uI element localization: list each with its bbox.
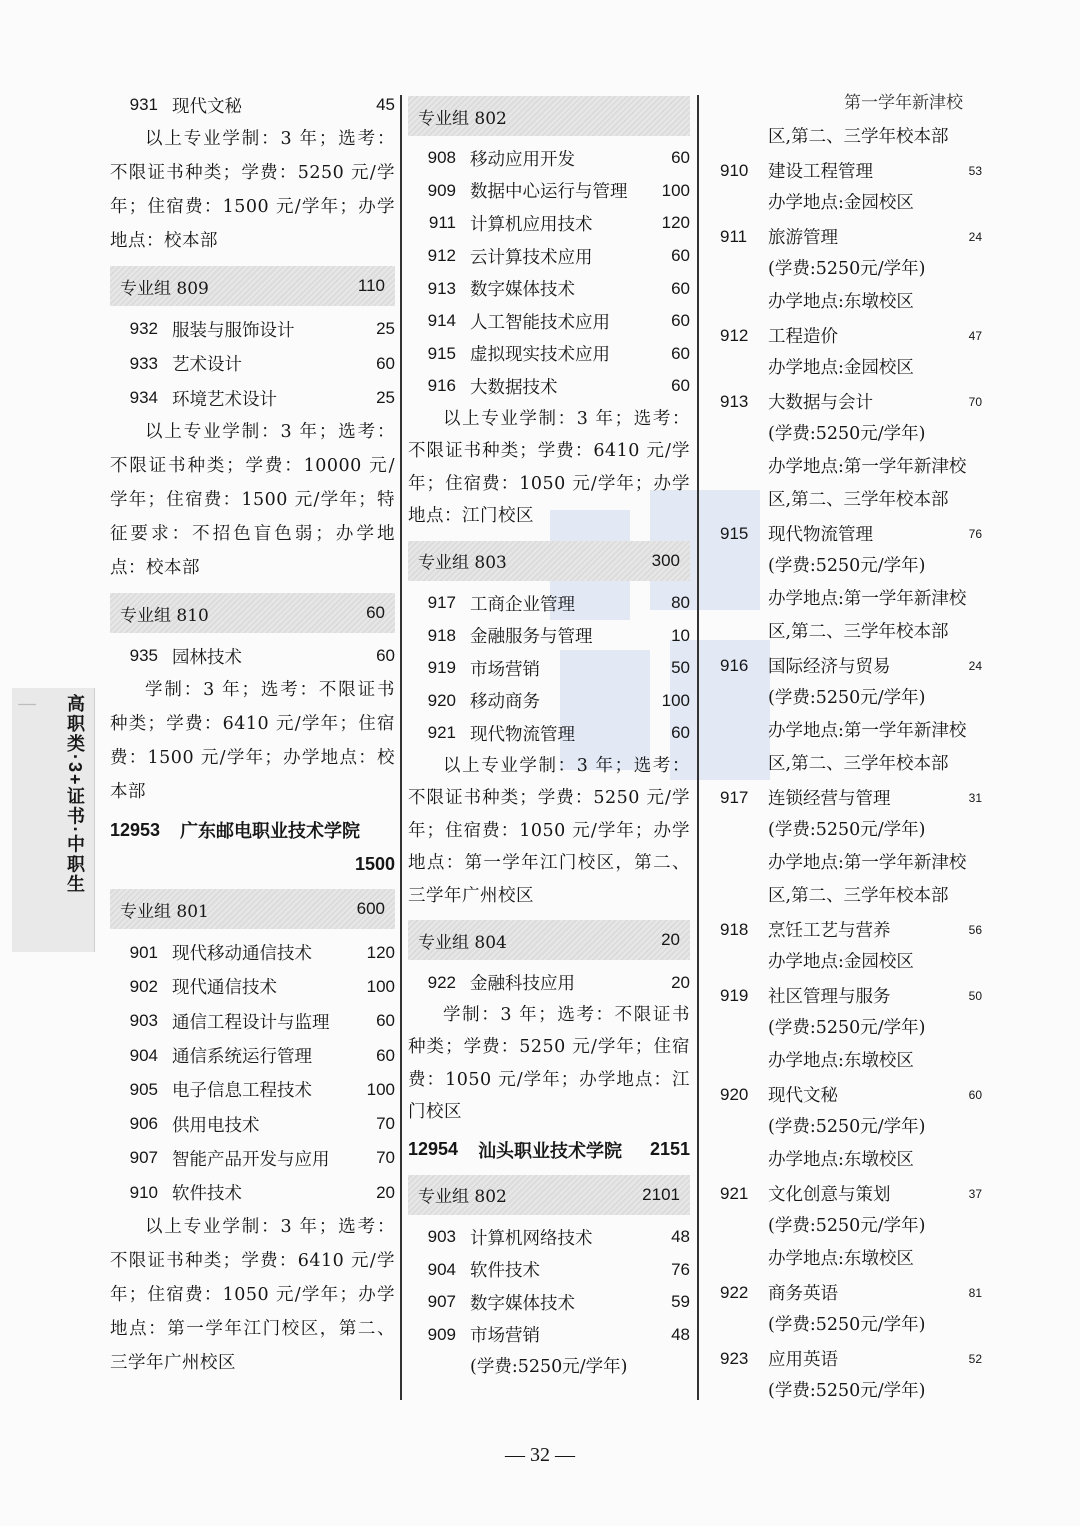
group-rows xyxy=(408,142,690,403)
detail-line: (学费:5250元/学年) xyxy=(768,259,926,279)
major-name: 计算机应用技术 xyxy=(470,214,593,235)
major-name: 金融科技应用 xyxy=(470,974,575,995)
school-header xyxy=(110,813,395,847)
table-row xyxy=(408,619,690,652)
major-name: 软件技术 xyxy=(470,1261,540,1282)
table-row xyxy=(720,1177,982,1210)
side-tab-label: 高职类·3+证书·中职生 xyxy=(65,694,85,895)
major-quota: 76 xyxy=(968,526,982,541)
group-label: 专业组 802 xyxy=(418,108,507,129)
detail-line: 办学地点:金园校区 xyxy=(768,952,914,972)
school-total: 2151 xyxy=(649,1139,690,1160)
detail-line: 办学地点:第一学年新津校 xyxy=(768,853,967,873)
major-name: 计算机网络技术 xyxy=(470,1228,593,1249)
major-name: 智能产品开发与应用 xyxy=(172,1149,330,1170)
major-code: 931 xyxy=(129,95,158,115)
major-code: 922 xyxy=(427,972,456,992)
detail-line: 办学地点:东墩校区 xyxy=(768,1150,914,1170)
major-code: 917 xyxy=(427,593,456,613)
major-code: 922 xyxy=(720,1282,749,1302)
major-code: 912 xyxy=(720,325,749,345)
detail-line: (学费:5250元/学年) xyxy=(768,1018,926,1038)
group-rows xyxy=(110,935,395,1209)
group-header xyxy=(110,266,395,306)
group-label: 专业组 810 xyxy=(120,605,209,626)
table-row xyxy=(110,970,395,1004)
continued-fragment: 第一学年新津校 xyxy=(844,93,963,113)
major-name: 连锁经营与管理 xyxy=(768,789,891,809)
major-code: 909 xyxy=(427,180,456,200)
major-quota: 120 xyxy=(366,942,395,962)
major-quota: 47 xyxy=(968,328,982,343)
major-quota: 53 xyxy=(968,163,982,178)
table-row xyxy=(720,517,982,550)
major-code: 921 xyxy=(427,723,456,743)
table-row xyxy=(408,175,690,208)
major-quota: 60 xyxy=(671,723,690,743)
table-row xyxy=(408,685,690,718)
table-row xyxy=(110,88,395,122)
table-row xyxy=(408,652,690,685)
major-code: 916 xyxy=(720,655,749,675)
detail-line: 办学地点:第一学年新津校 xyxy=(768,721,967,741)
major-quota: 100 xyxy=(661,180,690,200)
detail-line: 区,第二、三学年校本部 xyxy=(768,622,949,642)
major-code: 920 xyxy=(720,1084,749,1104)
school-total: 1500 xyxy=(354,854,395,875)
column-1 xyxy=(110,88,395,1380)
major-name: 大数据技术 xyxy=(470,377,558,398)
major-code: 902 xyxy=(129,976,158,996)
column-3 xyxy=(720,121,982,1408)
major-code: 910 xyxy=(129,1182,158,1202)
major-quota: 80 xyxy=(671,593,690,613)
detail-line: (学费:5250元/学年) xyxy=(768,688,926,708)
major-code: 918 xyxy=(427,625,456,645)
note-paragraph: 以上专业学制：3 年；选考：不限证书种类；学费：5250 元/学年；住宿费：1050 元/学年；办学地点：第一学年江门校区，第二、三学年广州校区 xyxy=(408,755,690,906)
major-name: 应用英语 xyxy=(768,1350,838,1370)
note-paragraph: 以上专业学制：3 年；选考：不限证书种类；学费：6410 元/学年；住宿费：1050 元/学年；办学地点：江门校区 xyxy=(408,408,690,527)
table-row xyxy=(408,272,690,305)
school-code: 12954 xyxy=(408,1139,459,1160)
major-name: 商务英语 xyxy=(768,1284,838,1304)
major-name: 数字媒体技术 xyxy=(470,280,575,301)
detail-line: 区,第二、三学年校本部 xyxy=(768,886,949,906)
group-label: 专业组 803 xyxy=(418,553,507,574)
detail-line: 办学地点:第一学年新津校 xyxy=(768,589,967,609)
table-row xyxy=(110,1141,395,1175)
major-code: 923 xyxy=(720,1348,749,1368)
table-row xyxy=(408,717,690,750)
table-row xyxy=(408,1253,690,1286)
table-row xyxy=(110,312,395,346)
group-quota: 110 xyxy=(357,276,385,296)
major-quota: 100 xyxy=(661,690,690,710)
table-row xyxy=(408,338,690,371)
detail-line: 区,第二、三学年校本部 xyxy=(768,490,949,510)
major-code: 915 xyxy=(427,343,456,363)
group-header xyxy=(110,889,395,929)
table-row xyxy=(720,649,982,682)
major-quota: 100 xyxy=(366,1079,395,1099)
major-name: 移动商务 xyxy=(470,692,540,713)
major-quota: 25 xyxy=(376,319,395,339)
major-quota: 20 xyxy=(671,972,690,992)
major-name: 电子信息工程技术 xyxy=(172,1081,312,1102)
major-quota: 20 xyxy=(376,1182,395,1202)
major-code: 904 xyxy=(129,1045,158,1065)
table-row xyxy=(408,966,690,999)
group-header xyxy=(110,593,395,633)
table-row xyxy=(110,1073,395,1107)
major-quota: 10 xyxy=(671,625,690,645)
table-row xyxy=(720,913,982,946)
major-name: 通信系统运行管理 xyxy=(172,1047,312,1068)
major-name: 旅游管理 xyxy=(768,228,838,248)
major-code: 912 xyxy=(427,246,456,266)
table-row xyxy=(110,1038,395,1072)
major-name: 艺术设计 xyxy=(172,355,242,376)
major-code: 921 xyxy=(720,1183,749,1203)
major-name: 云计算技术应用 xyxy=(470,247,593,268)
major-quota: 60 xyxy=(671,278,690,298)
major-code: 911 xyxy=(428,213,456,233)
major-code: 901 xyxy=(129,942,158,962)
page-number: — 32 — xyxy=(505,1444,575,1466)
major-code: 907 xyxy=(427,1292,456,1312)
detail-line: 办学地点:东墩校区 xyxy=(768,1051,914,1071)
table-row xyxy=(408,240,690,273)
school-header xyxy=(408,1133,690,1167)
major-quota: 60 xyxy=(671,376,690,396)
major-name: 金融服务与管理 xyxy=(470,627,593,648)
major-code: 907 xyxy=(129,1148,158,1168)
major-quota: 50 xyxy=(671,658,690,678)
group-quota: 2101 xyxy=(642,1184,680,1204)
group-header xyxy=(408,541,690,581)
major-code: 910 xyxy=(720,160,749,180)
table-row xyxy=(720,781,982,814)
group-header xyxy=(408,1175,690,1215)
major-code: 903 xyxy=(129,1011,158,1031)
major-quota: 59 xyxy=(671,1292,690,1312)
column-2 xyxy=(408,88,690,1383)
group-label: 专业组 801 xyxy=(120,901,209,922)
major-code: 908 xyxy=(427,148,456,168)
major-quota: 60 xyxy=(671,148,690,168)
major-code: 914 xyxy=(427,311,456,331)
major-name: 服装与服饰设计 xyxy=(172,320,295,341)
table-row xyxy=(110,381,395,415)
group-quota: 20 xyxy=(661,930,680,950)
table-row xyxy=(110,1004,395,1038)
table-row xyxy=(720,979,982,1012)
note-paragraph: 学制：3 年；选考：不限证书种类；学费：5250 元/学年；住宿费：1050 元/学年；办学地点：江门校区 xyxy=(408,1004,690,1123)
major-name: 环境艺术设计 xyxy=(172,389,277,410)
major-code: 932 xyxy=(129,319,158,339)
major-name: 大数据与会计 xyxy=(768,393,873,413)
group-rows xyxy=(110,312,395,415)
table-row xyxy=(110,347,395,381)
major-code: 911 xyxy=(720,226,748,246)
major-name: 现代移动通信技术 xyxy=(172,944,312,965)
detail-line: (学费:5250元/学年) xyxy=(768,556,926,576)
table-row xyxy=(720,220,982,253)
major-quota: 70 xyxy=(968,394,982,409)
major-quota: 60 xyxy=(376,646,395,666)
group-label: 专业组 802 xyxy=(418,1187,507,1208)
major-name: 现代通信技术 xyxy=(172,978,277,999)
detail-line: 办学地点:东墩校区 xyxy=(768,1249,914,1269)
major-quota: 31 xyxy=(968,790,982,805)
major-quota: 100 xyxy=(366,976,395,996)
major-code: 933 xyxy=(129,353,158,373)
major-name: 文化创意与策划 xyxy=(768,1185,891,1205)
major-quota: 50 xyxy=(968,988,982,1003)
major-quota: 37 xyxy=(968,1186,982,1201)
school-code: 12953 xyxy=(110,819,161,840)
major-name: 软件技术 xyxy=(172,1184,242,1205)
column-divider xyxy=(697,95,699,1400)
major-code: 904 xyxy=(427,1259,456,1279)
major-code: 920 xyxy=(427,690,456,710)
table-row xyxy=(408,1319,690,1352)
major-code: 919 xyxy=(427,658,456,678)
group-quota: 60 xyxy=(366,603,385,623)
note-paragraph: 以上专业学制：3 年；选考：不限证书种类；学费：6410 元/学年；住宿费：1050 元/学年；办学地点：第一学年江门校区，第二、三学年广州校区 xyxy=(110,1216,395,1373)
major-name: 移动应用开发 xyxy=(470,149,575,170)
major-name: 市场营销 xyxy=(470,659,540,680)
major-quota: 76 xyxy=(671,1259,690,1279)
group-quota: 600 xyxy=(356,899,385,919)
note-paragraph: 学制：3 年；选考：不限证书种类；学费：6410 元/学年；住宿费：1500 元/学年；办学地点：校本部 xyxy=(110,680,395,803)
major-name: 建设工程管理 xyxy=(768,162,873,182)
major-name: 供用电技术 xyxy=(172,1115,260,1136)
major-quota: 60 xyxy=(671,343,690,363)
major-code: 903 xyxy=(427,1227,456,1247)
group-rows xyxy=(408,966,690,999)
major-code: 913 xyxy=(720,391,749,411)
major-quota: 70 xyxy=(376,1114,395,1134)
major-code: 905 xyxy=(129,1079,158,1099)
major-name: 人工智能技术应用 xyxy=(470,312,610,333)
detail-line: (学费:5250元/学年) xyxy=(768,1315,926,1335)
major-name: 现代物流管理 xyxy=(470,724,575,745)
major-code: 915 xyxy=(720,523,749,543)
major-quota: 120 xyxy=(661,213,690,233)
major-quota: 25 xyxy=(376,388,395,408)
table-row xyxy=(720,385,982,418)
major-name: 国际经济与贸易 xyxy=(768,657,891,677)
school-name: 广东邮电职业技术学院 xyxy=(180,821,361,842)
group-quota: 300 xyxy=(651,550,680,570)
major-quota: 60 xyxy=(671,246,690,266)
table-row xyxy=(720,1342,982,1375)
detail-line: (学费:5250元/学年) xyxy=(768,424,926,444)
major-name: 工程造价 xyxy=(768,327,838,347)
major-name: 通信工程设计与监理 xyxy=(172,1012,330,1033)
detail-line: 办学地点:第一学年新津校 xyxy=(768,457,967,477)
major-code: 918 xyxy=(720,919,749,939)
group-label: 专业组 809 xyxy=(120,278,209,299)
major-code: 906 xyxy=(129,1114,158,1134)
group-rows xyxy=(408,587,690,750)
major-quota: 48 xyxy=(671,1324,690,1344)
major-code: 916 xyxy=(427,376,456,396)
major-quota: 45 xyxy=(376,95,395,115)
major-quota: 48 xyxy=(671,1227,690,1247)
major-name: 烹饪工艺与营养 xyxy=(768,921,891,941)
major-name: 工商企业管理 xyxy=(470,594,575,615)
table-row xyxy=(720,154,982,187)
column-3-rows xyxy=(720,121,982,1408)
group-rows xyxy=(408,1221,690,1351)
detail-line: 办学地点:东墩校区 xyxy=(768,292,914,312)
major-name: 园林技术 xyxy=(172,647,242,668)
major-quota: 60 xyxy=(671,311,690,331)
table-row xyxy=(110,639,395,673)
table-row xyxy=(720,1276,982,1309)
table-row xyxy=(110,1107,395,1141)
major-quota: 24 xyxy=(968,229,982,244)
major-quota: 60 xyxy=(376,1011,395,1031)
side-tab-ghost-text: │ xyxy=(18,700,36,710)
table-row xyxy=(408,207,690,240)
major-name: 数据中心运行与管理 xyxy=(470,182,628,203)
table-row xyxy=(408,370,690,403)
major-code: 917 xyxy=(720,787,749,807)
note-paragraph: 以上专业学制：3 年；选考：不限证书种类；学费：10000 元/学年；住宿费：1500 元/学年；特征要求：不招色盲色弱；办学地点：校本部 xyxy=(110,422,395,579)
detail-line: 区,第二、三学年校本部 xyxy=(768,127,949,147)
column-divider xyxy=(400,95,402,1400)
group-header xyxy=(408,96,690,136)
major-quota: 60 xyxy=(376,1045,395,1065)
major-code: 913 xyxy=(427,278,456,298)
group-rows xyxy=(110,639,395,673)
major-quota: 60 xyxy=(968,1087,982,1102)
major-quota: 60 xyxy=(376,353,395,373)
fee-note: (学费:5250元/学年) xyxy=(470,1357,628,1378)
table-row xyxy=(408,305,690,338)
table-row xyxy=(720,1078,982,1111)
major-code: 935 xyxy=(129,646,158,666)
major-quota: 70 xyxy=(376,1148,395,1168)
major-name: 现代文秘 xyxy=(172,96,242,117)
detail-line: (学费:5250元/学年) xyxy=(768,1216,926,1236)
major-name: 数字媒体技术 xyxy=(470,1293,575,1314)
major-name: 现代文秘 xyxy=(768,1086,838,1106)
detail-line: (学费:5250元/学年) xyxy=(768,1117,926,1137)
major-code: 919 xyxy=(720,985,749,1005)
table-row xyxy=(408,1286,690,1319)
major-name: 现代物流管理 xyxy=(768,525,873,545)
major-name: 虚拟现实技术应用 xyxy=(470,345,610,366)
group-header xyxy=(408,920,690,960)
table-row xyxy=(408,587,690,620)
major-code: 934 xyxy=(129,388,158,408)
table-row xyxy=(110,1176,395,1210)
table-row xyxy=(408,142,690,175)
group-label: 专业组 804 xyxy=(418,932,507,953)
major-quota: 52 xyxy=(968,1351,982,1366)
detail-line: 办学地点:金园校区 xyxy=(768,193,914,213)
major-quota: 81 xyxy=(968,1285,982,1300)
major-code: 909 xyxy=(427,1324,456,1344)
detail-line: 区,第二、三学年校本部 xyxy=(768,754,949,774)
table-row xyxy=(720,319,982,352)
table-row xyxy=(110,935,395,969)
table-row xyxy=(408,1221,690,1254)
detail-line: (学费:5250元/学年) xyxy=(768,820,926,840)
detail-line: (学费:5250元/学年) xyxy=(768,1381,926,1401)
major-quota: 24 xyxy=(968,658,982,673)
major-name: 市场营销 xyxy=(470,1326,540,1347)
note-paragraph: 以上专业学制：3 年；选考：不限证书种类；学费：5250 元/学年；住宿费：1500 元/学年；办学地点：校本部 xyxy=(110,129,395,252)
detail-line: 办学地点:金园校区 xyxy=(768,358,914,378)
school-name: 汕头职业技术学院 xyxy=(478,1140,623,1161)
major-name: 社区管理与服务 xyxy=(768,987,891,1007)
major-quota: 56 xyxy=(968,922,982,937)
